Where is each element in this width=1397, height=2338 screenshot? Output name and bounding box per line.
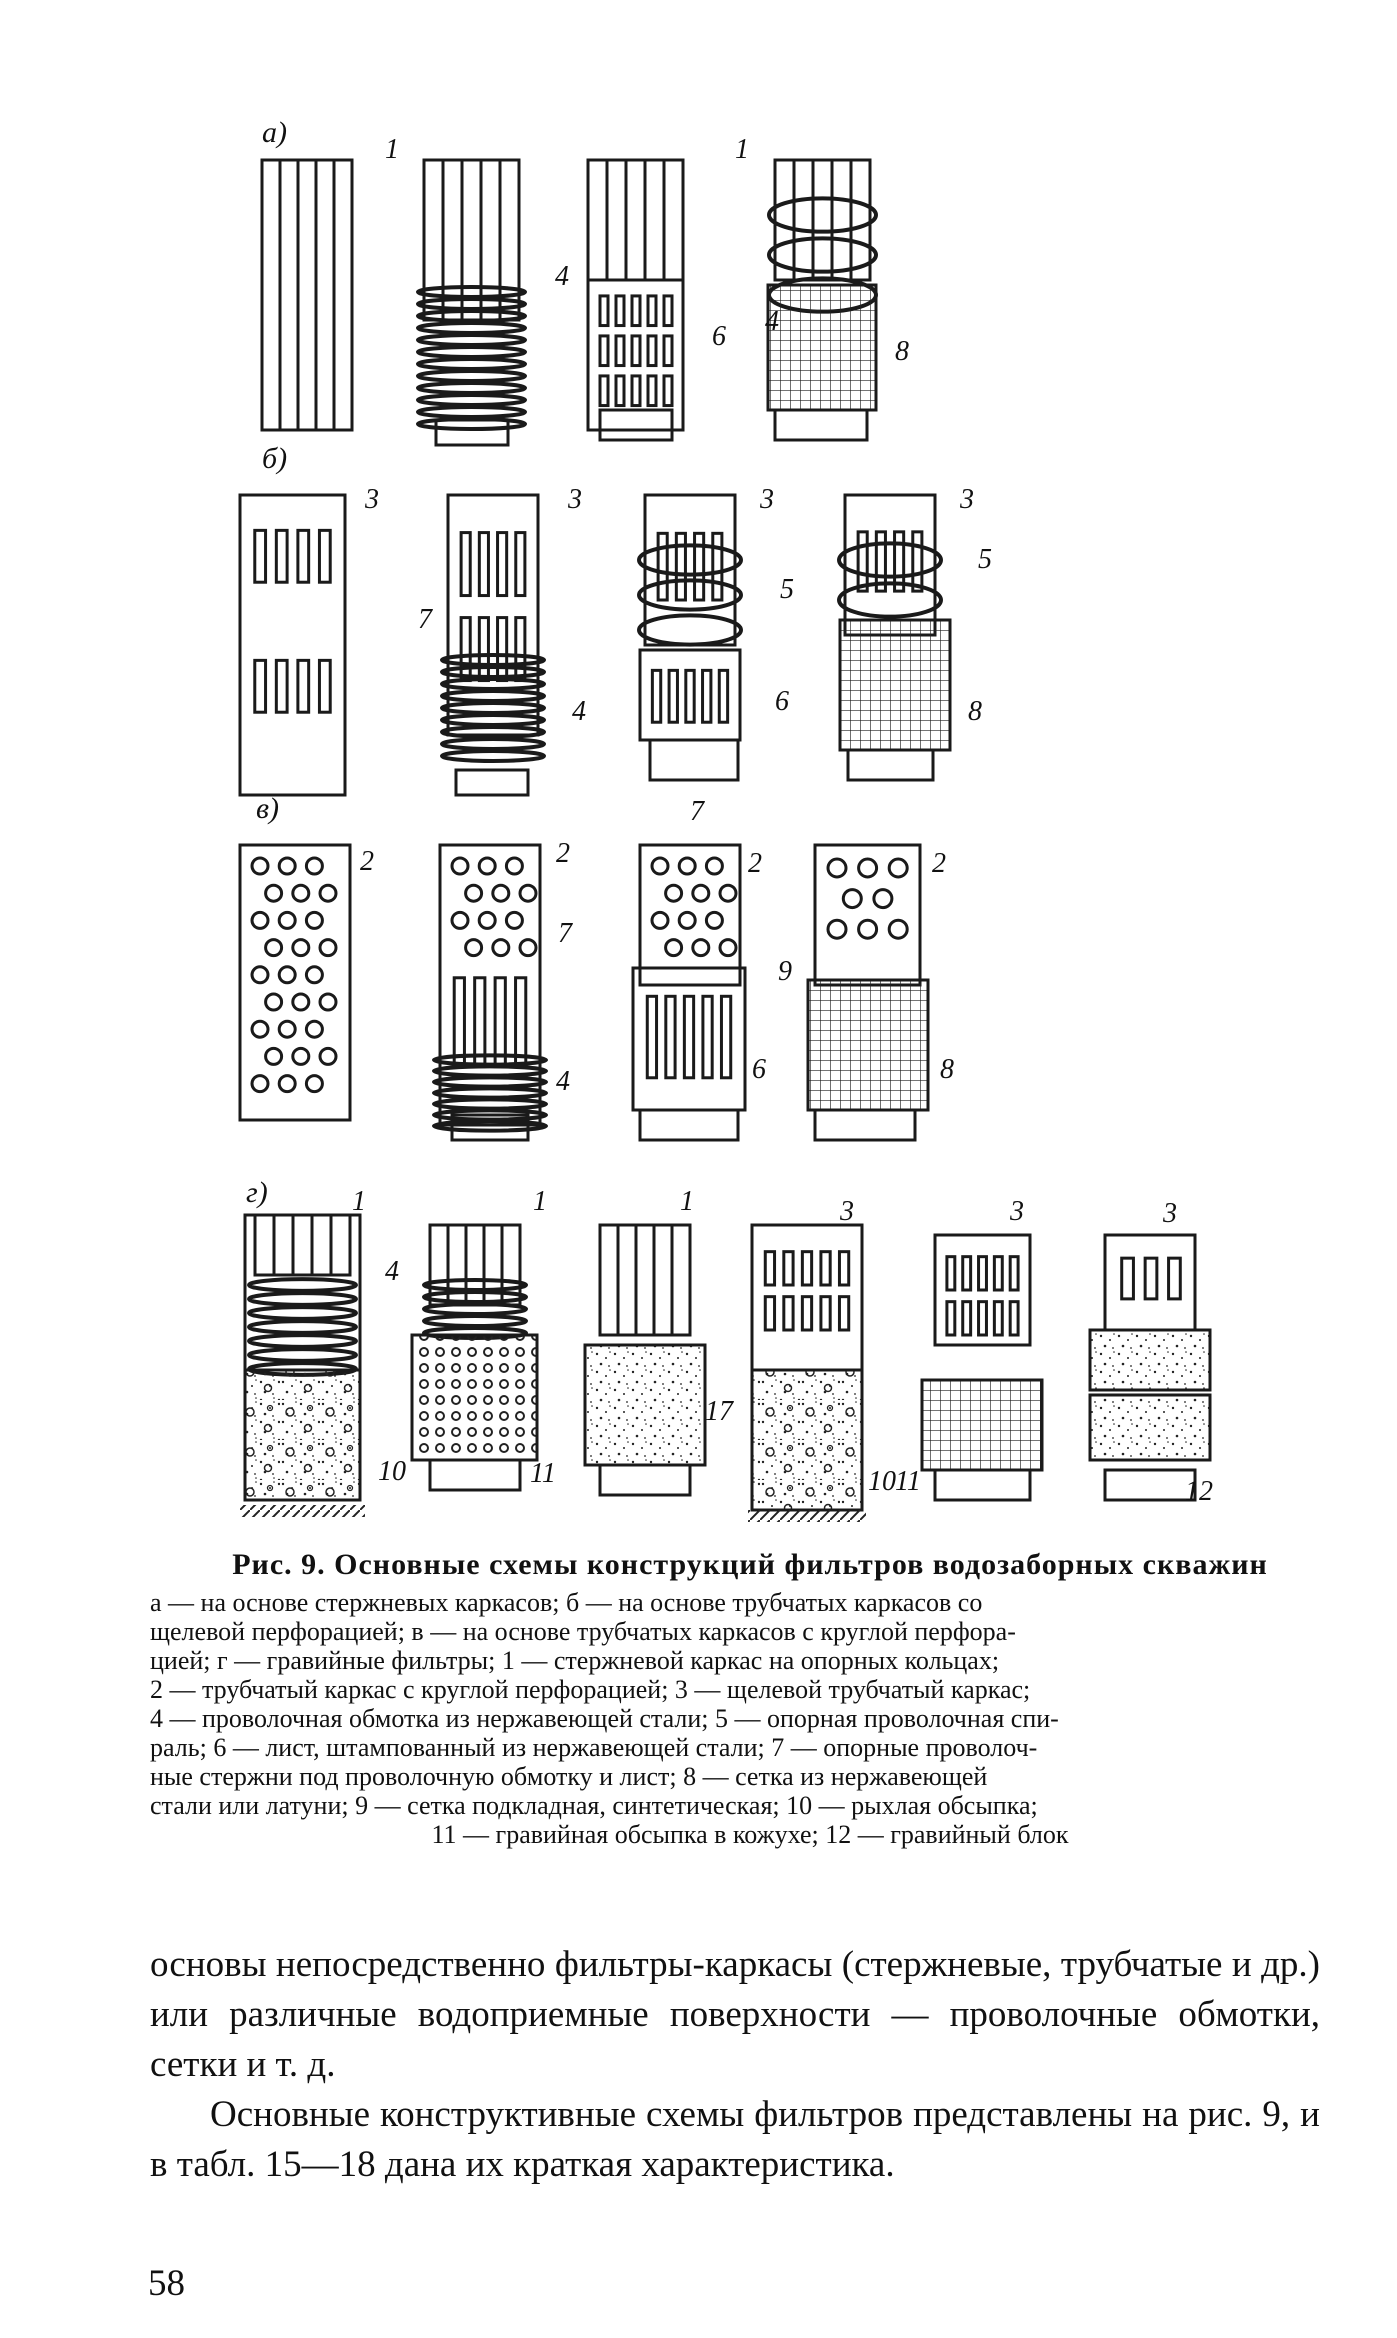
- slot: [298, 660, 309, 712]
- hole: [666, 885, 682, 901]
- slot: [963, 1302, 971, 1335]
- hole: [252, 967, 268, 983]
- callout-number: 4: [555, 261, 569, 292]
- bottom-collar: [848, 750, 933, 780]
- hole: [452, 912, 468, 928]
- wire-coil: [424, 1304, 526, 1314]
- slot: [498, 533, 507, 596]
- legend-line: раль; 6 — лист, штампованный из нержавеющей стали; 7 — опорные проволоч-: [150, 1733, 1038, 1762]
- wire-coil: [249, 1335, 356, 1347]
- callout-number: 5: [978, 544, 992, 575]
- wire-coil: [639, 545, 741, 574]
- row-label-a: а): [262, 116, 287, 149]
- wire-coil: [769, 238, 876, 271]
- slot: [1010, 1257, 1018, 1290]
- mesh-fill: [768, 285, 876, 410]
- slot: [648, 336, 656, 366]
- hole: [320, 994, 336, 1010]
- wire-coil: [442, 715, 544, 725]
- hole: [320, 1048, 336, 1064]
- hole: [293, 940, 309, 956]
- callout-number: 11: [895, 1466, 921, 1497]
- slot: [1169, 1258, 1181, 1299]
- gravel-sleeve: [585, 1345, 705, 1465]
- slot: [479, 533, 488, 596]
- slot: [839, 1252, 848, 1285]
- callout-number: 3: [840, 1196, 854, 1227]
- wire-coil: [442, 679, 544, 689]
- legend-line: ные стержни под проволочную обмотку и лист; 8 — сетка из нержавеющей: [150, 1762, 988, 1791]
- callout-number: 3: [568, 484, 582, 515]
- wire-coil: [639, 615, 741, 644]
- hole: [652, 858, 668, 874]
- callout-number: 6: [712, 321, 726, 352]
- hole: [506, 912, 522, 928]
- callout-number: 7: [558, 918, 572, 949]
- slot: [276, 660, 287, 712]
- slot: [994, 1302, 1002, 1335]
- slot: [600, 296, 608, 326]
- wire-coil: [418, 311, 525, 321]
- caption-title: Рис. 9. Основные схемы конструкций фильтров водозаборных скважин: [232, 1548, 1268, 1581]
- slot: [784, 1252, 793, 1285]
- callout-number: 10: [868, 1466, 896, 1497]
- callout-number: 9: [778, 956, 792, 987]
- wire-coil: [418, 359, 525, 369]
- wire-coil: [418, 323, 525, 333]
- hole: [252, 858, 268, 874]
- slot: [703, 670, 711, 722]
- legend-line: 2 — трубчатый каркас с круглой перфорацией; 3 — щелевой трубчатый каркас;: [150, 1675, 1031, 1704]
- hole: [693, 940, 709, 956]
- hole: [493, 885, 509, 901]
- legend-line: 11 — гравийная обсыпка в кожухе; 12 — гравийный блок: [431, 1820, 1069, 1849]
- hole: [706, 858, 722, 874]
- slot: [616, 336, 624, 366]
- wire-coil: [249, 1279, 356, 1291]
- hole: [279, 912, 295, 928]
- callout-number: 10: [378, 1456, 406, 1487]
- hole: [266, 994, 282, 1010]
- caption-legend: [150, 1588, 1350, 1849]
- hole: [320, 885, 336, 901]
- slot: [802, 1297, 811, 1330]
- hole: [520, 940, 536, 956]
- bottom-collar: [650, 740, 738, 780]
- slot: [913, 532, 922, 591]
- hole: [279, 967, 295, 983]
- hole: [466, 885, 482, 901]
- callout-number: 1: [385, 134, 399, 165]
- callout-number: 4: [765, 306, 779, 337]
- hole: [828, 920, 846, 938]
- hole: [889, 920, 907, 938]
- hole: [279, 858, 295, 874]
- slot: [516, 618, 525, 681]
- callout-number: 8: [968, 696, 982, 727]
- page-number: 58: [148, 2263, 185, 2304]
- figure-caption: [150, 1548, 1350, 1849]
- slot: [475, 978, 485, 1067]
- slot: [1122, 1258, 1134, 1299]
- mesh-fill: [808, 980, 928, 1110]
- slot: [632, 336, 640, 366]
- legend-line: цией; г — гравийные фильтры; 1 — стержневой каркас на опорных кольцах;: [150, 1646, 1000, 1675]
- hole: [293, 1048, 309, 1064]
- hole: [828, 859, 846, 877]
- row-label-b: б): [262, 442, 288, 475]
- bottom-collar: [640, 1110, 738, 1140]
- wire-coil: [639, 580, 741, 609]
- hole: [466, 940, 482, 956]
- legend-line: а — на основе стержневых каркасов; б — на основе трубчатых каркасов со: [150, 1588, 983, 1617]
- wire-coil: [249, 1293, 356, 1305]
- callout-number: 5: [780, 574, 794, 605]
- wire-coil: [424, 1280, 526, 1290]
- slot: [319, 660, 330, 712]
- hole: [679, 858, 695, 874]
- slot: [721, 996, 730, 1077]
- slot: [276, 530, 287, 582]
- hole: [652, 912, 668, 928]
- slot: [669, 670, 677, 722]
- rod-frame: [775, 160, 870, 280]
- sheet: [633, 968, 745, 1110]
- hole: [479, 858, 495, 874]
- slot: [719, 670, 727, 722]
- body-text: [150, 1940, 1320, 2190]
- slot: [802, 1252, 811, 1285]
- wire-coil: [442, 751, 544, 761]
- hole: [666, 940, 682, 956]
- callout-number: 2: [748, 848, 762, 879]
- wire-coil: [424, 1292, 526, 1302]
- hole: [720, 940, 736, 956]
- slot: [664, 376, 672, 406]
- slot: [461, 533, 470, 596]
- slot: [516, 533, 525, 596]
- slot: [821, 1252, 830, 1285]
- bottom-collar: [815, 1110, 915, 1140]
- wire-coil: [424, 1316, 526, 1326]
- wire-coil: [418, 371, 525, 381]
- bottom-collar: [1105, 1470, 1195, 1500]
- slot: [765, 1252, 774, 1285]
- hole: [293, 885, 309, 901]
- slot: [658, 533, 667, 600]
- slot: [821, 1297, 830, 1330]
- wire-coil: [418, 407, 525, 417]
- slot: [255, 660, 266, 712]
- hole: [279, 1076, 295, 1092]
- callout-number: 3: [365, 484, 379, 515]
- wire-coil: [418, 395, 525, 405]
- callout-number: 11: [530, 1458, 556, 1489]
- callout-number: 4: [572, 696, 586, 727]
- hole: [266, 940, 282, 956]
- figure-row-a: [262, 160, 876, 445]
- slot: [664, 296, 672, 326]
- callout-number: 8: [895, 336, 909, 367]
- slot: [684, 996, 693, 1077]
- body-paragraph: Основные конструктивные схемы фильтров представлены на рис. 9, и в табл. 15—18 дана их краткая характеристика.: [150, 2094, 1320, 2185]
- slot: [979, 1257, 987, 1290]
- callout-number: 3: [760, 484, 774, 515]
- slot: [1010, 1302, 1018, 1335]
- slot: [632, 376, 640, 406]
- callout-number: 8: [940, 1054, 954, 1085]
- rod-frame: [255, 1215, 350, 1275]
- slot: [516, 978, 526, 1067]
- wire-coil: [442, 655, 544, 665]
- hole: [679, 912, 695, 928]
- wire-coil: [249, 1349, 356, 1361]
- slot: [298, 530, 309, 582]
- slot: [664, 336, 672, 366]
- slot: [686, 670, 694, 722]
- hole: [293, 994, 309, 1010]
- gravel-block: [1090, 1395, 1210, 1460]
- wire-coil: [418, 287, 525, 297]
- hole: [520, 885, 536, 901]
- slot: [979, 1302, 987, 1335]
- wire-coil: [418, 299, 525, 309]
- bottom-collar: [436, 420, 508, 445]
- hole: [843, 890, 861, 908]
- row-label-v: в): [256, 792, 280, 825]
- wire-coil: [434, 1066, 546, 1075]
- slot: [647, 996, 656, 1077]
- wire-coil: [249, 1307, 356, 1319]
- figure-row-b: [240, 495, 950, 795]
- hole: [252, 1021, 268, 1037]
- hole: [306, 1076, 322, 1092]
- slot: [765, 1297, 774, 1330]
- callout-number: 1: [533, 1186, 547, 1217]
- callout-number: 2: [360, 846, 374, 877]
- callout-number: 1: [735, 134, 749, 165]
- wire-coil: [434, 1077, 546, 1086]
- callout-number: 17: [705, 1396, 733, 1427]
- bottom-collar: [935, 1470, 1030, 1500]
- wire-coil: [442, 703, 544, 713]
- wire-coil: [839, 583, 941, 616]
- hole: [320, 940, 336, 956]
- rod-frame: [262, 160, 352, 430]
- hole: [252, 1076, 268, 1092]
- bottom-collar: [600, 410, 672, 440]
- hole: [493, 940, 509, 956]
- slot: [648, 296, 656, 326]
- wire-coil: [442, 739, 544, 749]
- hole: [279, 1021, 295, 1037]
- ground-hatch: [240, 1505, 365, 1517]
- wire-coil: [442, 667, 544, 677]
- bottom-collar: [600, 1465, 690, 1495]
- gravel-block: [1090, 1330, 1210, 1390]
- callout-number: 6: [775, 686, 789, 717]
- gravel-fill: [752, 1370, 862, 1510]
- legend-line: 4 — проволочная обмотка из нержавеющей стали; 5 — опорная проволочная спи-: [150, 1704, 1059, 1733]
- sheet: [640, 650, 740, 740]
- slot: [713, 533, 722, 600]
- hole: [706, 912, 722, 928]
- hole: [306, 912, 322, 928]
- legend-line: стали или латуни; 9 — сетка подкладная, синтетическая; 10 — рыхлая обсыпка;: [150, 1791, 1038, 1820]
- ground-hatch: [748, 1510, 866, 1522]
- slot: [600, 336, 608, 366]
- slot: [319, 530, 330, 582]
- slot: [454, 978, 464, 1067]
- gravel-fill: [245, 1370, 360, 1500]
- wire-coil: [418, 335, 525, 345]
- slot: [784, 1297, 793, 1330]
- slot: [616, 296, 624, 326]
- callout-number: 4: [556, 1066, 570, 1097]
- slot: [652, 670, 660, 722]
- wire-coil: [434, 1099, 546, 1108]
- wire-coil: [434, 1088, 546, 1097]
- hole: [452, 858, 468, 874]
- figure-row-v: [240, 845, 928, 1140]
- slot: [839, 1297, 848, 1330]
- hole: [266, 885, 282, 901]
- hole: [859, 920, 877, 938]
- callout-number: 3: [1163, 1198, 1177, 1229]
- slot: [695, 533, 704, 600]
- callout-number: 12: [1185, 1476, 1213, 1507]
- slot: [858, 532, 867, 591]
- slot: [676, 533, 685, 600]
- wire-coil: [839, 543, 941, 576]
- hole: [306, 1021, 322, 1037]
- slot: [600, 376, 608, 406]
- slot: [479, 618, 488, 681]
- body-paragraph: основы непосредственно фильтры-каркасы (стержневые, трубчатые и др.) или различные водоприемные поверхности — проволочные обмотки, сетки и т. д.: [150, 1944, 1320, 2085]
- rod-frame: [588, 160, 683, 280]
- callout-number: 1: [680, 1186, 694, 1217]
- callout-number: 2: [556, 838, 570, 869]
- slot: [495, 978, 505, 1067]
- bottom-collar: [430, 1460, 520, 1490]
- hole: [306, 967, 322, 983]
- slot: [616, 376, 624, 406]
- gravel-casing: [412, 1335, 537, 1460]
- slot: [994, 1257, 1002, 1290]
- callout-number: 3: [960, 484, 974, 515]
- row-label-g: г): [246, 1176, 268, 1209]
- legend-line: щелевой перфорацией; в — на основе трубчатых каркасов с круглой перфора-: [150, 1617, 1016, 1646]
- hole: [306, 858, 322, 874]
- slot: [648, 376, 656, 406]
- slot: [947, 1302, 955, 1335]
- bottom-collar: [775, 410, 867, 440]
- mesh-casing: [922, 1380, 1042, 1470]
- hole: [693, 885, 709, 901]
- slot: [666, 996, 675, 1077]
- slot: [498, 618, 507, 681]
- wire-coil: [418, 347, 525, 357]
- mesh-fill: [840, 620, 950, 750]
- hole: [266, 1048, 282, 1064]
- hole: [506, 858, 522, 874]
- hole: [479, 912, 495, 928]
- wire-coil: [442, 727, 544, 737]
- callout-number: 4: [385, 1256, 399, 1287]
- slot: [963, 1257, 971, 1290]
- callout-number: 3: [1010, 1196, 1024, 1227]
- hole: [252, 912, 268, 928]
- wire-coil: [434, 1055, 546, 1064]
- slot: [461, 618, 470, 681]
- callout-number: 7: [690, 796, 704, 827]
- callout-number: 6: [752, 1054, 766, 1085]
- wire-coil: [769, 198, 876, 231]
- wire-coil: [249, 1321, 356, 1333]
- bottom-collar: [456, 770, 528, 795]
- slot: [632, 296, 640, 326]
- wire-coil: [418, 383, 525, 393]
- callout-number: 1: [352, 1186, 366, 1217]
- hole: [859, 859, 877, 877]
- hole: [720, 885, 736, 901]
- slot: [255, 530, 266, 582]
- rod-frame: [600, 1225, 690, 1335]
- tube-frame: [815, 845, 920, 985]
- wire-coil: [442, 691, 544, 701]
- callout-number: 2: [932, 848, 946, 879]
- callout-number: 7: [418, 604, 432, 635]
- slot: [703, 996, 712, 1077]
- hole: [889, 859, 907, 877]
- slot: [1145, 1258, 1157, 1299]
- slot: [947, 1257, 955, 1290]
- hole: [874, 890, 892, 908]
